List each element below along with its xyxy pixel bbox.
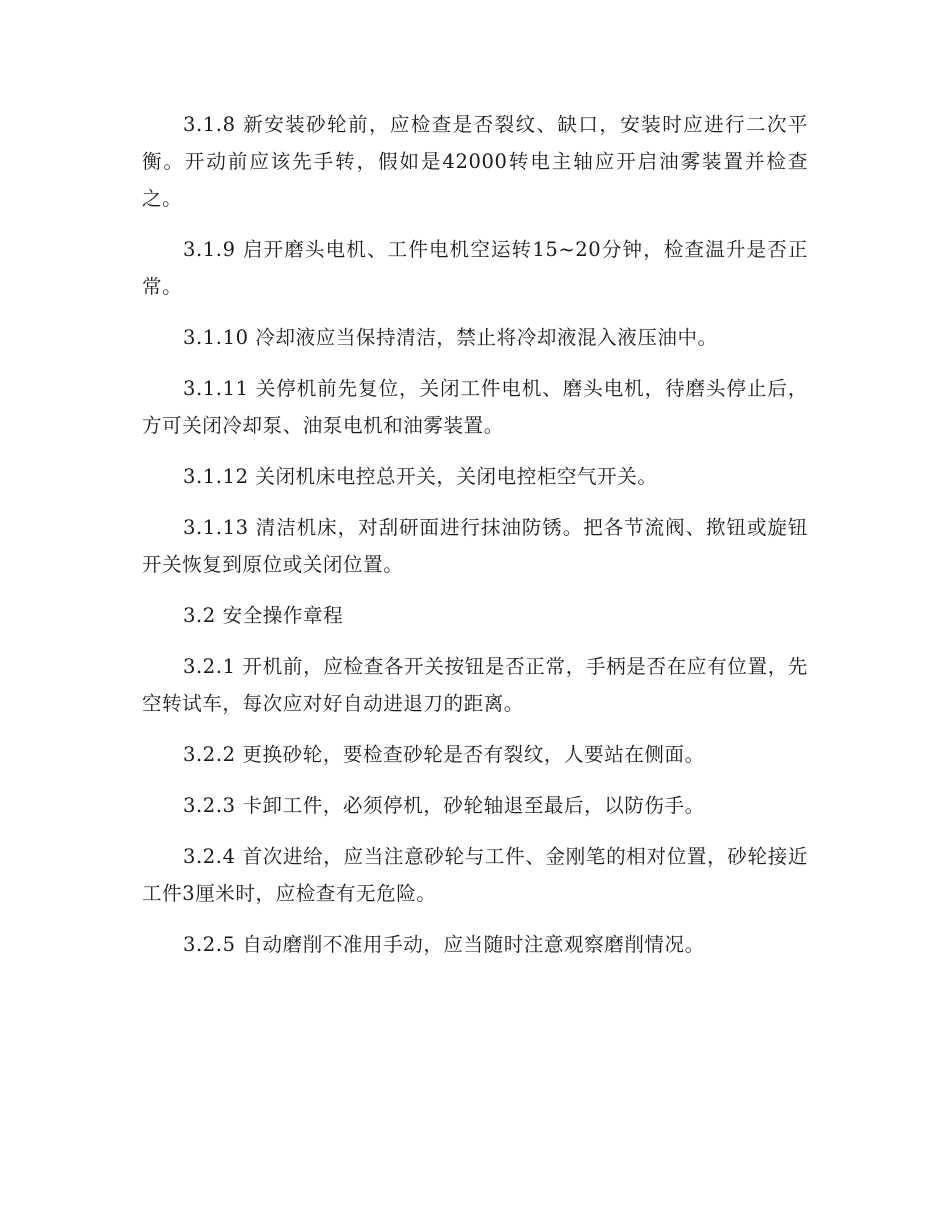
paragraph-3-2-1: 3.2.1 开机前，应检查各开关按钮是否正常，手柄是否在应有位置，先空转试车，每次应对好自动进退刀的距离。 [142, 655, 808, 715]
paragraph-3-2-4: 3.2.4 首次进给，应当注意砂轮与工件、金刚笔的相对位置，砂轮接近工件3厘米时，应检查有无危险。 [142, 845, 808, 905]
paragraph-3-2-5: 3.2.5 自动磨削不准用手动，应当随时注意观察磨削情况。 [183, 933, 705, 956]
paragraph-3-2-3: 3.2.3 卡卸工件，必须停机，砂轮轴退至最后，以防伤手。 [183, 794, 705, 817]
paragraph-3-1-13: 3.1.13 清洁机床，对刮研面进行抹油防锈。把各节流阀、揿钮或旋钮开关恢复到原位或关闭位置。 [142, 516, 808, 576]
paragraph-3-2-2: 3.2.2 更换砂轮，要检查砂轮是否有裂纹，人要站在侧面。 [183, 743, 705, 766]
section-heading-3-2: 3.2 安全操作章程 [183, 604, 344, 627]
paragraph-3-1-11: 3.1.11 关停机前先复位，关闭工件电机、磨头电机，待磨头停止后，方可关闭冷却泵、油泵电机和油雾装置。 [142, 377, 808, 437]
paragraph-3-1-10: 3.1.10 冷却液应当保持清洁，禁止将冷却液混入液压油中。 [183, 326, 718, 349]
paragraph-3-1-12: 3.1.12 关闭机床电控总开关，关闭电控柜空气开关。 [183, 465, 658, 488]
paragraph-3-1-9: 3.1.9 启开磨头电机、工件电机空运转15~20分钟，检查温升是否正常。 [142, 238, 808, 298]
document-body [142, 106, 808, 963]
paragraph-3-1-8: 3.1.8 新安装砂轮前，应检查是否裂纹、缺口，安装时应进行二次平衡。开动前应该先手转，假如是42000转电主轴应开启油雾装置并检查之。 [142, 113, 808, 210]
